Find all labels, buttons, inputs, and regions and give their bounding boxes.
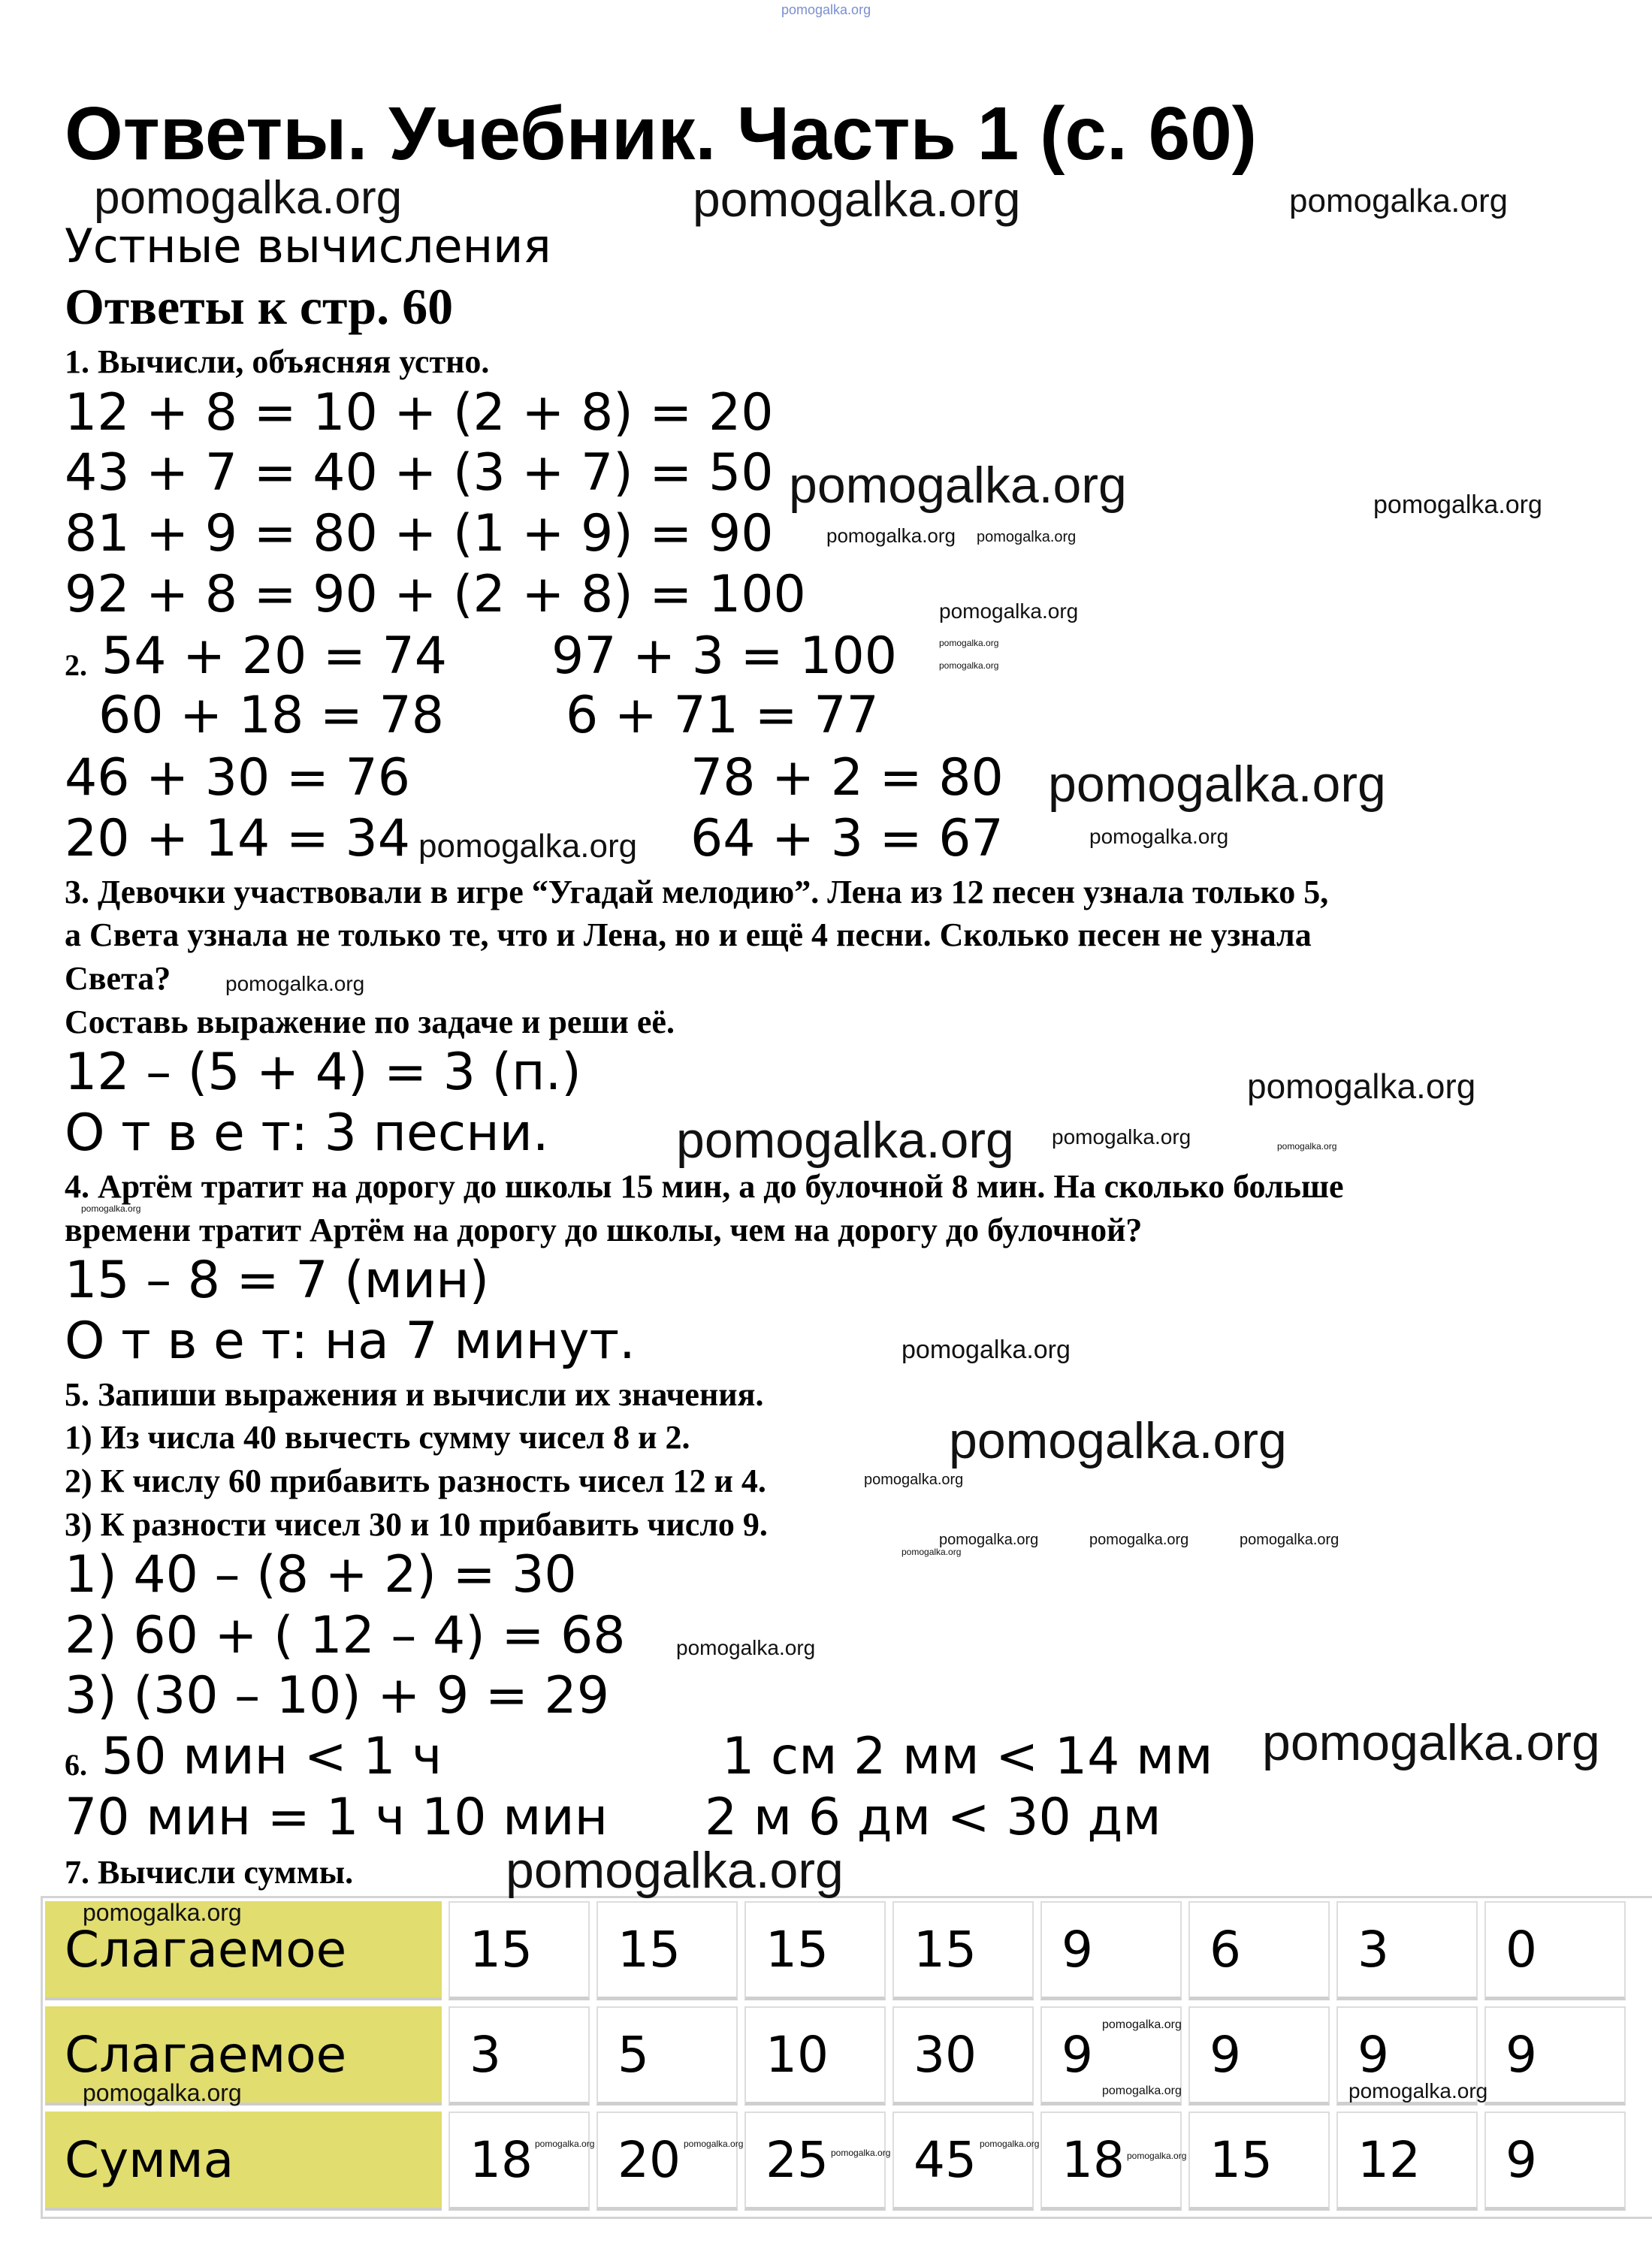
- watermark-text: pomogalka.org: [506, 1842, 844, 1899]
- watermark-text: pomogalka.org: [939, 638, 999, 648]
- watermark-text: pomogalka.org: [684, 2139, 744, 2149]
- section-heading: Ответы к стр. 60: [65, 278, 454, 335]
- task4-text: времени тратит Артём на дорогу до школы, чем на дорогу до булочной?: [65, 1212, 1143, 1248]
- watermark-text: pomogalka.org: [1348, 2079, 1488, 2103]
- watermark-text: pomogalka.org: [83, 2079, 242, 2106]
- task1-line: 43 + 7 = 40 + (3 + 7) = 50: [65, 443, 774, 503]
- watermark-text: pomogalka.org: [1102, 2084, 1182, 2097]
- watermark-text: pomogalka.org: [939, 1532, 1039, 1548]
- table-cell: 20: [596, 2112, 738, 2211]
- table-cell: 18: [1040, 2112, 1182, 2211]
- watermark-text: pomogalka.org: [94, 172, 403, 224]
- task3-answer: О т в е т: 3 песни.: [65, 1103, 549, 1163]
- table-cell: 10: [744, 2006, 886, 2106]
- table-cell: 18: [448, 2112, 590, 2211]
- task4-text: 4. Артём тратит на дорогу до школы 15 мин, а до булочной 8 мин. На сколько больше: [65, 1168, 1344, 1205]
- task3-text: а Света узнала не только те, что и Лена, но и ещё 4 песни. Сколько песен не узнала: [65, 916, 1312, 953]
- watermark-text: pomogalka.org: [939, 660, 999, 671]
- watermark-text: pomogalka.org: [1289, 183, 1509, 219]
- watermark-text: pomogalka.org: [1127, 2151, 1187, 2161]
- table-cell: 9: [1040, 1901, 1182, 2000]
- row-label: Слагаемое: [45, 1901, 442, 2000]
- table-cell: 9: [1484, 2006, 1626, 2106]
- row-label: Сумма: [45, 2112, 442, 2211]
- page-title: Ответы. Учебник. Часть 1 (с. 60): [65, 92, 1258, 176]
- watermark-text: pomogalka.org: [1089, 825, 1229, 848]
- table-cell: 6: [1188, 1901, 1330, 2000]
- table-cell: 12: [1336, 2112, 1478, 2211]
- task1-line: 81 + 9 = 80 + (1 + 9) = 90: [65, 504, 774, 563]
- row-label: Слагаемое: [45, 2006, 442, 2106]
- table-cell: 25: [744, 2112, 886, 2211]
- task6-left: 50 мин < 1 ч: [101, 1727, 442, 1786]
- task2-right: 64 + 3 = 67: [690, 809, 1004, 868]
- table-cell: 15: [892, 1901, 1034, 2000]
- task2-right: 6 + 71 = 77: [566, 686, 879, 745]
- task5-text: 3) К разности чисел 30 и 10 прибавить число 9.: [65, 1506, 768, 1543]
- table-cell: 30: [892, 2006, 1034, 2106]
- task5-answer: 2) 60 + ( 12 – 4) = 68: [65, 1606, 626, 1665]
- table-cell: 9: [1040, 2006, 1182, 2106]
- task6-left: 70 мин = 1 ч 10 мин: [65, 1788, 609, 1847]
- watermark-text: pomogalka.org: [1262, 1714, 1600, 1771]
- watermark-text: pomogalka.org: [1048, 756, 1386, 813]
- task5-text: 1) Из числа 40 вычесть сумму чисел 8 и 2.: [65, 1419, 690, 1456]
- table-cell: 15: [448, 1901, 590, 2000]
- task3-solution: 12 – (5 + 4) = 3 (п.): [65, 1043, 581, 1102]
- watermark-text: pomogalka.org: [902, 1336, 1071, 1364]
- task7-prompt: 7. Вычисли суммы.: [65, 1854, 354, 1891]
- task1-line: 92 + 8 = 90 + (2 + 8) = 100: [65, 565, 806, 624]
- watermark-text: pomogalka.org: [693, 171, 1021, 227]
- watermark-text: pomogalka.org: [1102, 2018, 1182, 2031]
- table-cell: 3: [1336, 1901, 1478, 2000]
- watermark-text: pomogalka.org: [1373, 491, 1542, 519]
- task5-answer: 1) 40 – (8 + 2) = 30: [65, 1545, 577, 1604]
- table-cell: 5: [596, 2006, 738, 2106]
- table-cell: 9: [1188, 2006, 1330, 2106]
- task5-answer: 3) (30 – 10) + 9 = 29: [65, 1666, 609, 1725]
- task2-left: 46 + 30 = 76: [65, 748, 410, 807]
- watermark-text: pomogalka.org: [1240, 1532, 1339, 1548]
- watermark-text: pomogalka.org: [781, 2, 871, 17]
- table-cell: 0: [1484, 1901, 1626, 2000]
- task2-right: 78 + 2 = 80: [690, 748, 1004, 807]
- watermark-text: pomogalka.org: [535, 2139, 595, 2149]
- watermark-text: pomogalka.org: [939, 599, 1079, 623]
- task6-right: 2 м 6 дм < 30 дм: [705, 1788, 1161, 1847]
- sums-table: [41, 1896, 1652, 2219]
- table-cell: 45: [892, 2112, 1034, 2211]
- table-cell: 15: [1188, 2112, 1330, 2211]
- watermark-text: pomogalka.org: [81, 1203, 141, 1214]
- watermark-text: pomogalka.org: [949, 1412, 1287, 1469]
- task4-answer: О т в е т: на 7 минут.: [65, 1312, 636, 1371]
- watermark-text: pomogalka.org: [1277, 1141, 1337, 1152]
- task2-right: 97 + 3 = 100: [551, 626, 897, 686]
- watermark-text: pomogalka.org: [418, 828, 638, 865]
- task3-text: 3. Девочки участвовали в игре “Угадай мелодию”. Лена из 12 песен узнала только 5,: [65, 874, 1329, 910]
- task6-right: 1 см 2 мм < 14 мм: [722, 1727, 1213, 1786]
- watermark-text: pomogalka.org: [1052, 1125, 1191, 1149]
- watermark-text: pomogalka.org: [980, 2139, 1040, 2149]
- table-cell: 15: [596, 1901, 738, 2000]
- task5-text: 5. Запиши выражения и вычисли их значения.: [65, 1376, 764, 1413]
- task1-line: 12 + 8 = 10 + (2 + 8) = 20: [65, 383, 774, 442]
- watermark-text: pomogalka.org: [902, 1547, 962, 1557]
- task2-left: 54 + 20 = 74: [101, 626, 447, 686]
- watermark-text: pomogalka.org: [831, 2148, 891, 2158]
- task3-text: Света?: [65, 960, 171, 997]
- task3-text: Составь выражение по задаче и реши её.: [65, 1004, 675, 1040]
- watermark-text: pomogalka.org: [789, 457, 1127, 514]
- watermark-text: pomogalka.org: [83, 1899, 242, 1926]
- watermark-text: pomogalka.org: [676, 1112, 1014, 1169]
- watermark-text: pomogalka.org: [1247, 1067, 1476, 1106]
- table-cell: 9: [1484, 2112, 1626, 2211]
- task1-prompt: 1. Вычисли, объясняя устно.: [65, 343, 490, 380]
- task6-number: 6.: [65, 1748, 87, 1782]
- table-cell: 15: [744, 1901, 886, 2000]
- watermark-text: pomogalka.org: [676, 1636, 816, 1659]
- watermark-text: pomogalka.org: [977, 529, 1077, 545]
- subtitle: Устные вычисления: [65, 219, 551, 273]
- watermark-text: pomogalka.org: [1089, 1532, 1189, 1548]
- task2-left: 20 + 14 = 34: [65, 809, 410, 868]
- watermark-text: pomogalka.org: [225, 972, 365, 995]
- task4-solution: 15 – 8 = 7 (мин): [65, 1251, 490, 1310]
- task2-left: 60 + 18 = 78: [98, 686, 444, 745]
- table-cell: 3: [448, 2006, 590, 2106]
- table-cell: 9: [1336, 2006, 1478, 2106]
- task5-text: 2) К числу 60 прибавить разность чисел 12 и 4.: [65, 1463, 766, 1499]
- watermark-text: pomogalka.org: [864, 1472, 964, 1488]
- watermark-text: pomogalka.org: [826, 524, 956, 547]
- task2-number: 2.: [65, 648, 87, 682]
